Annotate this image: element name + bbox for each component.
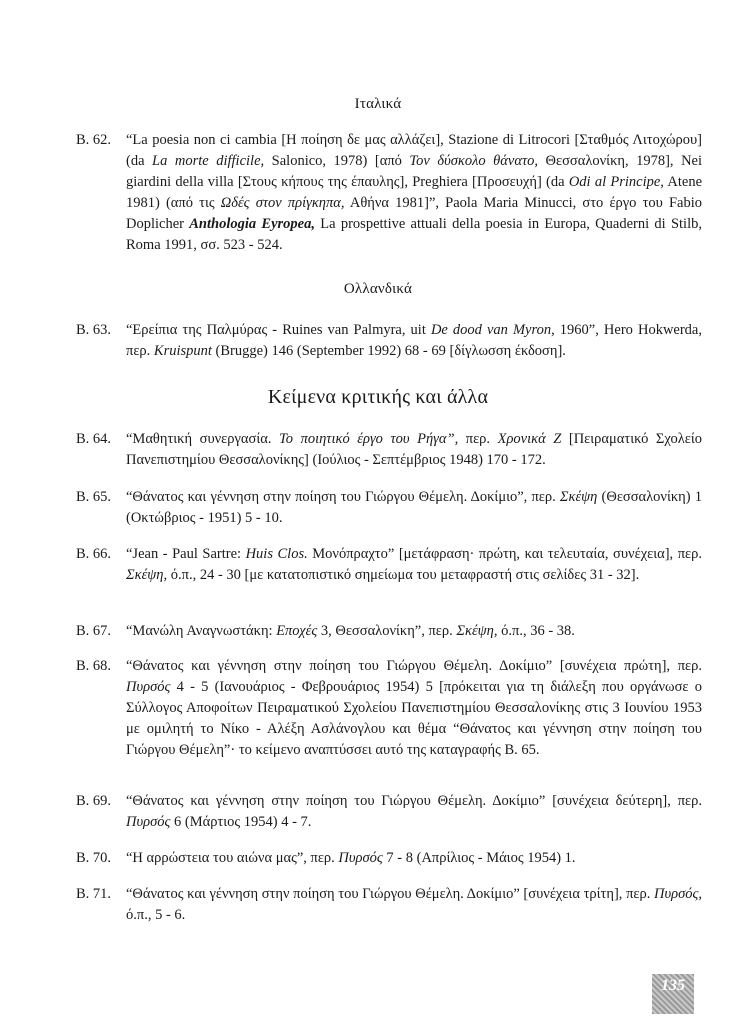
- entry-text-segment: “Η αρρώστεια του αιώνα μας”, περ.: [126, 850, 339, 866]
- entry-number: B. 68.: [76, 658, 112, 674]
- entry-number: B. 64.: [76, 431, 112, 447]
- entry-text-segment: (Brugge) 146 (September 1992) 68 - 69 [δίγλωσση έκδοση].: [211, 343, 566, 359]
- entry-text-segment: 6 (Μάρτιος 1954) 4 - 7.: [170, 814, 312, 830]
- entry-title-segment: Σκέψη,: [456, 623, 498, 639]
- entry-b65: [76, 487, 702, 529]
- entry-text-segment: La prospettive attuali della poesia in Europa, Quaderni di Stilb, Roma 1991, σσ. 523 - 524.: [126, 216, 702, 253]
- entry-text-segment: 1960”, Hero Hokwerda, περ.: [126, 322, 702, 359]
- entry-text: [126, 429, 702, 471]
- entry-text-segment: [Πειραματικό Σχολείο Πανεπιστημίου Θεσσαλονίκης] (Ιούλιος - Σεπτέμβριος 1948) 170 - 172.: [126, 431, 702, 468]
- entry-number: B. 70.: [76, 850, 112, 866]
- entry-text: [126, 487, 702, 529]
- entry-text: [126, 544, 702, 586]
- entry-number: B. 66.: [76, 546, 112, 562]
- entry-text-segment: 3, Θεσσαλονίκη”, περ.: [317, 623, 457, 639]
- entry-text-segment: περ.: [458, 431, 498, 447]
- entry-number: B. 63.: [76, 322, 112, 338]
- entry-b69: [76, 791, 702, 833]
- entry-number: B. 62.: [76, 132, 112, 148]
- entry-text-segment: Θεσσαλονίκη, 1978], Nei giardini della villa [Στους κήπους της έπαυλης], Preghiera [Προσευχή] (da: [126, 153, 703, 190]
- section-heading-italian: Ιταλικά: [354, 96, 402, 112]
- entry-title-segment: De dood van Myron,: [430, 322, 555, 338]
- entry-text-segment: “Μαθητική συνεργασία.: [126, 431, 280, 447]
- entry-text-segment: ό.π., 36 - 38.: [497, 623, 575, 639]
- entry-text: [126, 656, 702, 761]
- entry-text-segment: “Ερείπια της Παλμύρας - Ruines van Palmyra, uit: [126, 322, 431, 338]
- entry-text-segment: Μονόπραχτο” [μετάφραση· πρώτη, και τελευταία, συνέχεια], περ.: [307, 546, 702, 562]
- entry-text-segment: “Θάνατος και γέννηση στην ποίηση του Γιώργου Θέμελη. Δοκίμιο” [συνέχεια τρίτη], περ.: [126, 886, 654, 902]
- entry-title-segment: Το ποιητικό έργο του Ρήγα”,: [279, 431, 459, 447]
- entry-b67: [76, 621, 702, 642]
- entry-b64: [76, 429, 702, 471]
- entry-text: [126, 884, 702, 926]
- entry-text-segment: Salonico, 1978) [από: [264, 153, 410, 169]
- entry-title-segment: Σκέψη: [559, 489, 598, 505]
- entry-number: B. 65.: [76, 489, 112, 505]
- entry-title-segment: Kruispunt: [153, 343, 212, 359]
- entry-title-segment: Εποχές: [276, 623, 318, 639]
- entry-text-segment: 7 - 8 (Απρίλιος - Μάιος 1954) 1.: [382, 850, 576, 866]
- section-heading-criticism: Κείμενα κριτικής και άλλα: [267, 386, 489, 408]
- entry-text-segment: Atene 1981) (από τις: [126, 174, 702, 211]
- entry-title-segment: Πυρσός: [126, 679, 171, 695]
- entry-text: [126, 791, 702, 833]
- entry-number: B. 69.: [76, 793, 112, 809]
- entry-text-segment: 4 - 5 (Ιανουάριος - Φεβρουάριος 1954) 5 [πρόκειται για τη διάλεξη που οργάνωσε ο Σύλλογος Αποφοίτων Πειραματικού Σχολείου Πανεπιστημίου Θεσσαλονίκης στις 3 Ιουνίου 1953 με ομιλητή το Νίκο - Αλέξη Ασλάνογλου και θέμα “Θάνατος και γέννηση στην ποίηση του Γιώργου Θέμελη”· το κείμενο αναπτύσσει αυτό της καταγραφής Β. 65.: [126, 679, 702, 758]
- entry-text-segment: “La poesia non ci cambia [Η ποίηση δε μας αλλάζει], Stazione di Litrocori [Σταθμός Λιτοχώρου] (da: [126, 132, 702, 169]
- entry-b62: [76, 130, 702, 256]
- entry-text: [126, 848, 702, 869]
- page-number: 135: [652, 974, 694, 1014]
- entry-number: B. 67.: [76, 623, 112, 639]
- entry-title-segment: Χρονικά Ζ: [497, 431, 562, 447]
- section-heading-dutch: Ολλανδικά: [343, 281, 413, 297]
- entry-title-segment: Anthologia Eyropea,: [189, 216, 315, 232]
- entry-text-segment: ό.π., 5 - 6.: [126, 907, 186, 923]
- entry-text-segment: Αθήνα 1981]”, Paola Maria Minucci, στο έργο του Fabio Doplicher: [126, 195, 703, 232]
- entry-b68: [76, 656, 702, 761]
- entry-text-segment: “Θάνατος και γέννηση στην ποίηση του Γιώργου Θέμελη. Δοκίμιο” [συνέχεια πρώτη], περ.: [126, 658, 702, 674]
- entry-text: [126, 320, 702, 362]
- entry-title-segment: Πυρσός: [126, 814, 171, 830]
- entry-title-segment: Τον δύσκολο θάνατο,: [409, 153, 539, 169]
- entry-text-segment: “Θάνατος και γέννηση στην ποίηση του Γιώργου Θέμελη. Δοκίμιο”, περ.: [126, 489, 560, 505]
- entry-b71: [76, 884, 702, 926]
- entry-title-segment: Πυρσός: [338, 850, 383, 866]
- entry-text-segment: “Θάνατος και γέννηση στην ποίηση του Γιώργου Θέμελη. Δοκίμιο” [συνέχεια δεύτερη], περ.: [126, 793, 702, 809]
- entry-text: [126, 621, 702, 642]
- entry-number: B. 71.: [76, 886, 112, 902]
- entry-text-segment: “Jean - Paul Sartre:: [126, 546, 246, 562]
- entry-title-segment: Huis Clos.: [245, 546, 308, 562]
- entry-title-segment: Πυρσός,: [654, 886, 702, 902]
- entry-text-segment: “Μανώλη Αναγνωστάκη:: [126, 623, 277, 639]
- entry-b63: [76, 320, 702, 362]
- entry-b70: [76, 848, 702, 869]
- entry-b66: [76, 544, 702, 586]
- entry-text: [126, 130, 702, 256]
- entry-title-segment: Odi al Principe,: [568, 174, 664, 190]
- entry-text-segment: (Θεσσαλονίκη) 1 (Οκτώβριος - 1951) 5 - 10.: [126, 489, 702, 526]
- entry-title-segment: Σκέψη,: [126, 567, 168, 583]
- entry-title-segment: Ωδές στον πρίγκηπα,: [220, 195, 345, 211]
- entry-title-segment: La morte difficile,: [152, 153, 265, 169]
- entry-text-segment: ό.π., 24 - 30 [με κατατοπιστικό σημείωμα του μεταφραστή στις σελίδες 31 - 32].: [167, 567, 640, 583]
